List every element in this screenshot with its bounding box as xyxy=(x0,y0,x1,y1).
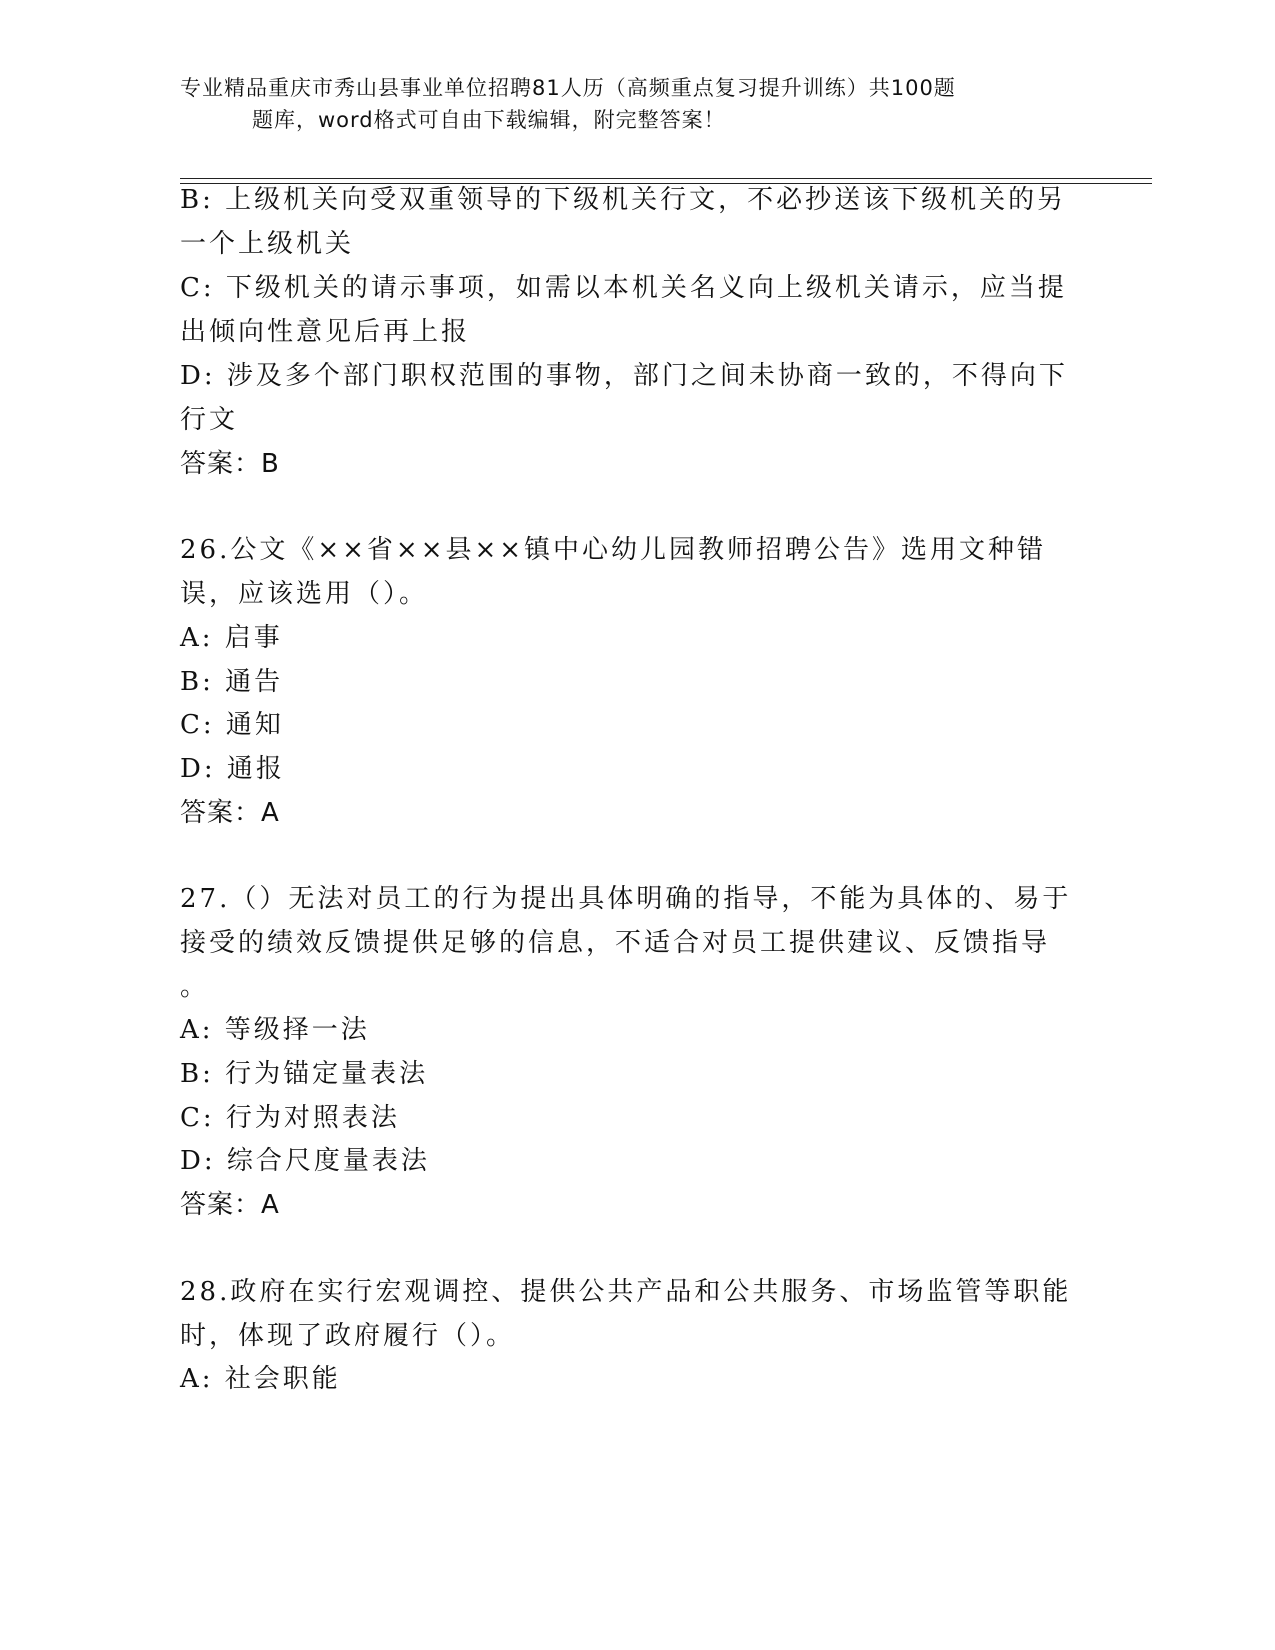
q26-option-b: B: 通告 xyxy=(180,667,284,697)
q26-answer: 答案：A xyxy=(180,798,280,828)
q26-stem-line-1: 26.公文《××省××县××镇中心幼儿园教师招聘公告》选用文种错 xyxy=(180,535,1047,565)
q25-option-b-line-2: 一个上级机关 xyxy=(180,229,355,259)
q25-option-d-line-2: 行文 xyxy=(180,405,239,435)
q28-stem-line-2: 时，体现了政府履行（）。 xyxy=(180,1321,516,1351)
q26-option-c: C: 通知 xyxy=(180,710,284,740)
q28-option-a: A: 社会职能 xyxy=(180,1364,341,1394)
q27-option-b: B: 行为锚定量表法 xyxy=(180,1059,429,1089)
q25-answer: 答案：B xyxy=(180,449,280,479)
q28-stem-line-1: 28.政府在实行宏观调控、提供公共产品和公共服务、市场监管等职能 xyxy=(180,1277,1072,1307)
q25-option-b-line-1: B: 上级机关向受双重领导的下级机关行文，不必抄送该下级机关的另 xyxy=(180,185,1067,215)
q27-stem-line-1: 27.（）无法对员工的行为提出具体明确的指导，不能为具体的、易于 xyxy=(180,884,1072,914)
q27-stem-line-2: 接受的绩效反馈提供足够的信息，不适合对员工提供建议、反馈指导 xyxy=(180,928,1051,958)
header-title-line-2: 题库，word格式可自由下载编辑，附完整答案！ xyxy=(252,108,726,132)
q26-stem-line-2: 误，应该选用（）。 xyxy=(180,579,429,609)
header-title-line-1: 专业精品重庆市秀山县事业单位招聘81人历（高频重点复习提升训练）共100题 xyxy=(180,76,956,100)
q26-option-a: A: 启事 xyxy=(180,623,283,653)
q27-stem-line-3: 。 xyxy=(180,972,210,1002)
q27-option-a: A: 等级择一法 xyxy=(180,1015,370,1045)
q25-option-d-line-1: D: 涉及多个部门职权范围的事物，部门之间未协商一致的，不得向下 xyxy=(180,361,1068,391)
q27-option-d: D: 综合尺度量表法 xyxy=(180,1146,430,1176)
q26-option-d: D: 通报 xyxy=(180,754,285,784)
q25-option-c-line-2: 出倾向性意见后再上报 xyxy=(180,317,471,347)
q27-answer: 答案：A xyxy=(180,1190,280,1220)
q25-option-c-line-1: C: 下级机关的请示事项，如需以本机关名义向上级机关请示，应当提 xyxy=(180,273,1067,303)
q27-option-c: C: 行为对照表法 xyxy=(180,1103,400,1133)
page-header xyxy=(180,72,1060,136)
